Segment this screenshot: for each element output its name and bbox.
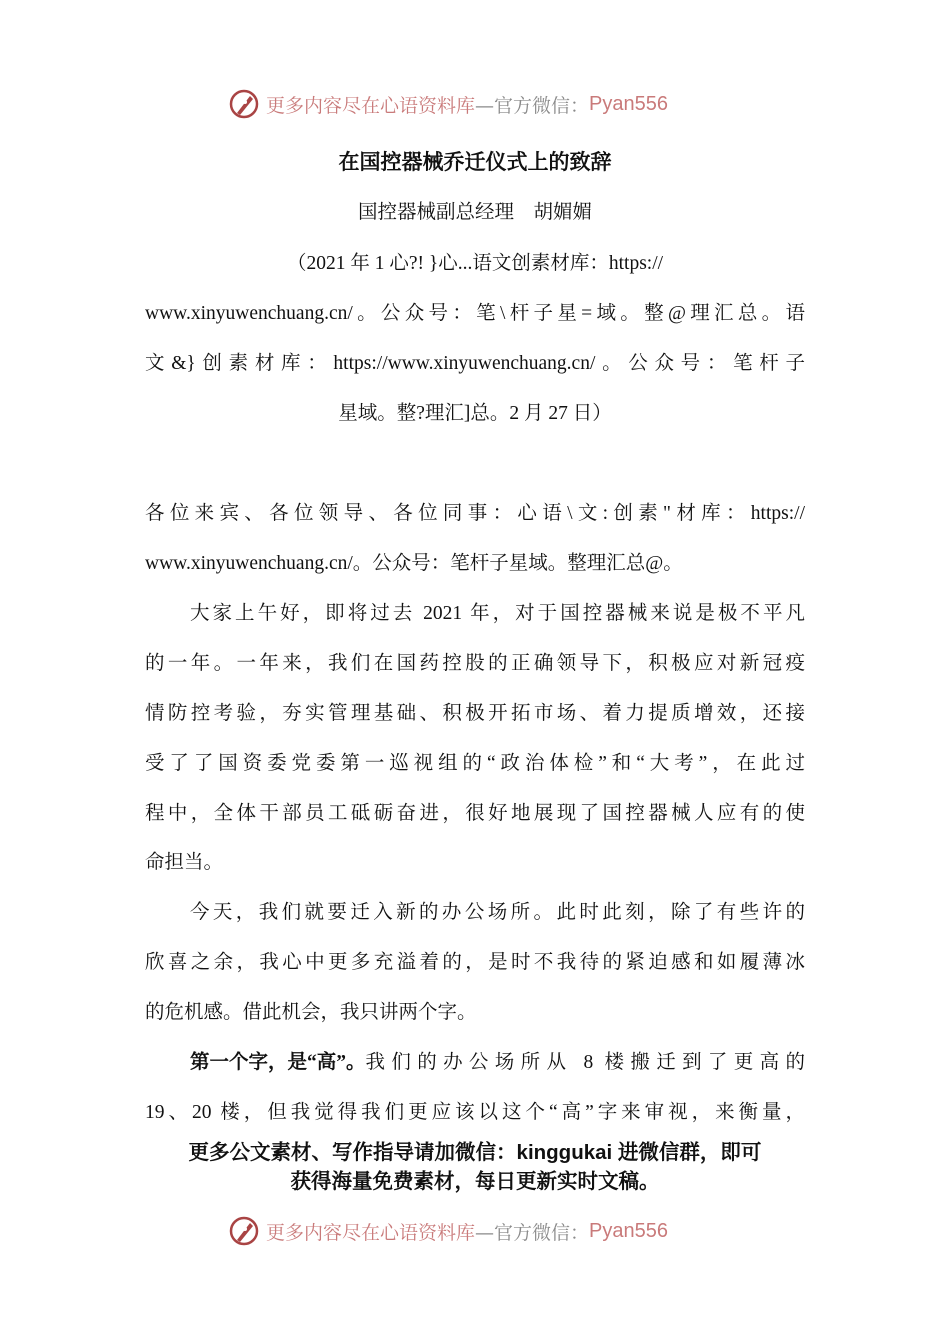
pen-logo-icon: [228, 1215, 260, 1247]
note-line: 文&}创素材库：https://www.xinyuwenchuang.cn/。公众号：笔杆子: [145, 353, 805, 374]
footer-watermark: [228, 1214, 668, 1248]
note-line: （2021 年 1 心?! }心...语文创素材库：https://: [286, 253, 664, 274]
para3-text: 我们的办公场所从 8 楼搬迁到了更高的: [365, 1052, 805, 1073]
pen-logo-icon: [228, 88, 260, 120]
para1-line: 程中，全体干部员工砥砺奋进，很好地展现了国控器械人应有的使: [145, 803, 805, 824]
header-watermark: [228, 87, 668, 121]
watermark-sep: —官方微信：: [475, 94, 590, 117]
watermark-sep: —官方微信：: [475, 1221, 590, 1244]
para2-line: 的危机感。借此机会，我只讲两个字。: [145, 1002, 477, 1023]
note-line: www.xinyuwenchuang.cn/。公众号：笔\杆子星=域。整@理汇总。语: [145, 303, 805, 324]
para1-line: 情防控考验，夯实管理基础、积极开拓市场、着力提质增效，还接: [145, 703, 805, 724]
watermark-id: Pyan556: [589, 92, 668, 115]
para2-line: 今天，我们就要迁入新的办公场所。此时此刻，除了有些许的: [190, 902, 805, 923]
watermark-id: Pyan556: [589, 1219, 668, 1242]
greeting-line: 各位来宾、各位领导、各位同事：心语\文:创素"材库：https://: [145, 503, 805, 524]
para3-heading: 第一个字，是“高”。: [190, 1052, 366, 1073]
para2-line: 欣喜之余，我心中更多充溢着的，是时不我待的紧迫感和如履薄冰: [145, 952, 805, 973]
doc-author: 国控器械副总经理 胡媚媚: [357, 202, 592, 223]
watermark-site: 更多内容尽在心语资料库: [266, 94, 476, 117]
para1-line: 命担当。: [145, 852, 224, 873]
doc-title: 在国控器械乔迁仪式上的致辞: [338, 150, 612, 174]
para3-line: 19、20 楼，但我觉得我们更应该以这个“高”字来审视，来衡量，: [145, 1102, 805, 1123]
para3-line: [190, 1048, 805, 1078]
para1-line: 大家上午好，即将过去 2021 年，对于国控器械来说是极不平凡: [190, 603, 805, 624]
promo-line: 更多公文素材、写作指导请加微信：kinggukai 进微信群，即可: [188, 1141, 762, 1164]
para1-line: 的一年。一年来，我们在国药控股的正确领导下，积极应对新冠疫: [145, 653, 805, 674]
greeting-line: www.xinyuwenchuang.cn/。公众号：笔杆子星域。整理汇总@。: [145, 553, 683, 574]
para1-line: 受了了国资委党委第一巡视组的“政治体检”和“大考”，在此过: [145, 753, 805, 774]
note-line: 星域。整?理汇]总。2 月 27 日）: [338, 403, 612, 424]
promo-line: 获得海量免费素材，每日更新实时文稿。: [290, 1170, 660, 1193]
watermark-site: 更多内容尽在心语资料库: [266, 1221, 476, 1244]
